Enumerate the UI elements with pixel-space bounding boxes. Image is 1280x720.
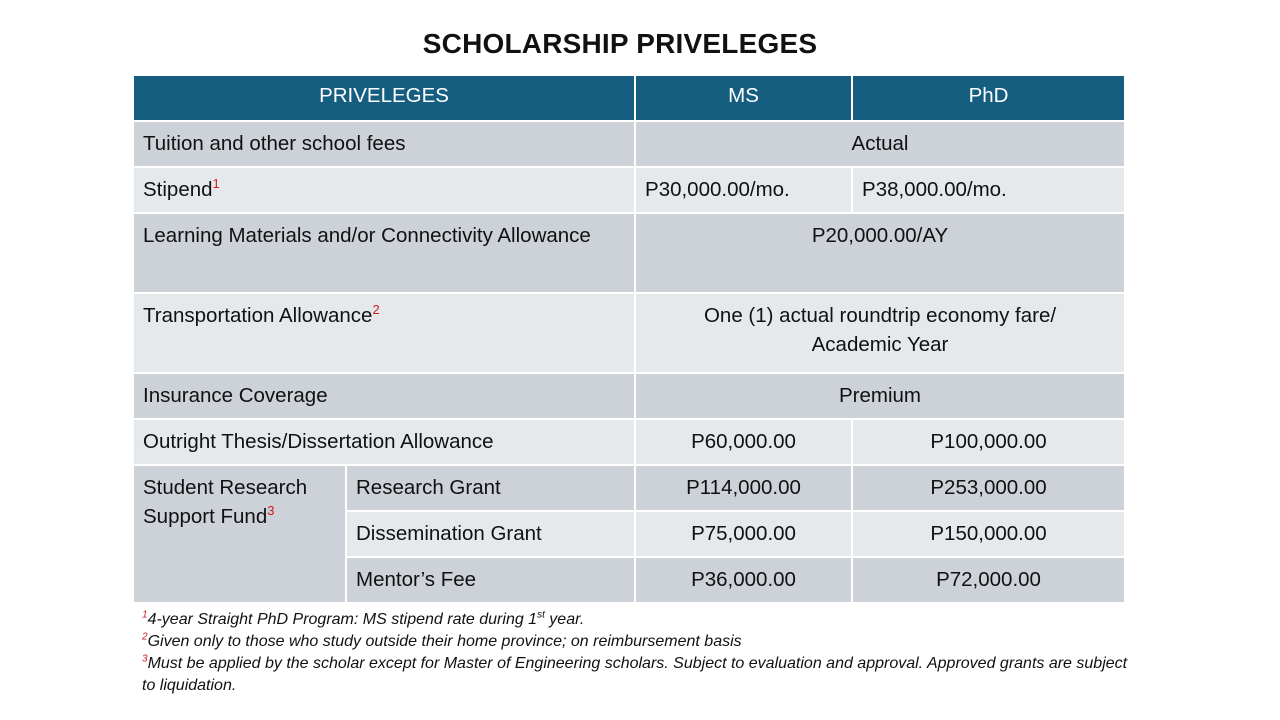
privileges-table <box>132 74 1126 604</box>
ms-value: P60,000.00 <box>635 419 852 465</box>
table-row-research-grant <box>133 465 1125 511</box>
row-label: Tuition and other school fees <box>133 121 635 167</box>
sub-label: Research Grant <box>346 465 635 511</box>
row-label-srsf: Student Research Support Fund$^3$ <box>133 465 346 603</box>
row-label: Insurance Coverage <box>133 373 635 419</box>
table-row-thesis <box>133 419 1125 465</box>
row-label: Transportation Allowance$^2$ <box>133 293 635 373</box>
footnote-ref: 1 <box>212 176 220 192</box>
row-value: One (1) actual roundtrip economy fare/ Academic Year <box>635 293 1125 373</box>
footnotes <box>142 609 1132 697</box>
footnote-3: $^3$Must be applied by the scholar except for Master of Engineering scholars. Subject to evaluation and approval. Approved grants are subject to liquidation. <box>142 653 1128 694</box>
page-title: SCHOLARSHIP PRIVELEGES <box>422 28 818 59</box>
footnote-number: 1 <box>142 609 148 621</box>
table-row-insurance <box>133 373 1125 419</box>
sub-label: Mentor’s Fee <box>346 557 635 603</box>
header-ms: MS <box>635 75 852 121</box>
footnote-ref: 2 <box>372 302 380 318</box>
footnote-2: $^2$Given only to those who study outside their home province; on reimbursement basis <box>142 631 742 650</box>
phd-value: P72,000.00 <box>852 557 1125 603</box>
row-label: Outright Thesis/Dissertation Allowance <box>133 419 635 465</box>
footnote-number: 3 <box>142 653 148 665</box>
table-row-tuition <box>133 121 1125 167</box>
ms-value: P36,000.00 <box>635 557 852 603</box>
sub-label: Dissemination Grant <box>346 511 635 557</box>
row-value: P20,000.00/AY <box>635 213 1125 293</box>
header-privileges: PRIVELEGES <box>133 75 635 121</box>
ms-value: P30,000.00/mo. <box>635 167 852 213</box>
header-phd: PhD <box>852 75 1125 121</box>
table-header-row <box>133 75 1125 121</box>
table-row-transport <box>133 293 1125 373</box>
footnote-1: $^1$4-year Straight PhD Program: MS stipend rate during 1st year. <box>142 609 585 628</box>
ms-value: P114,000.00 <box>635 465 852 511</box>
row-label: Learning Materials and/or Connectivity Allowance <box>133 213 635 293</box>
row-value: Actual <box>635 121 1125 167</box>
footnote-number: 2 <box>142 631 148 643</box>
phd-value: P38,000.00/mo. <box>852 167 1125 213</box>
footnote-ref: 3 <box>267 503 275 519</box>
table-row-stipend <box>133 167 1125 213</box>
row-value: Premium <box>635 373 1125 419</box>
phd-value: P150,000.00 <box>852 511 1125 557</box>
table-row-learning <box>133 213 1125 293</box>
phd-value: P253,000.00 <box>852 465 1125 511</box>
ms-value: P75,000.00 <box>635 511 852 557</box>
phd-value: P100,000.00 <box>852 419 1125 465</box>
row-label: Stipend$^1$ <box>133 167 635 213</box>
